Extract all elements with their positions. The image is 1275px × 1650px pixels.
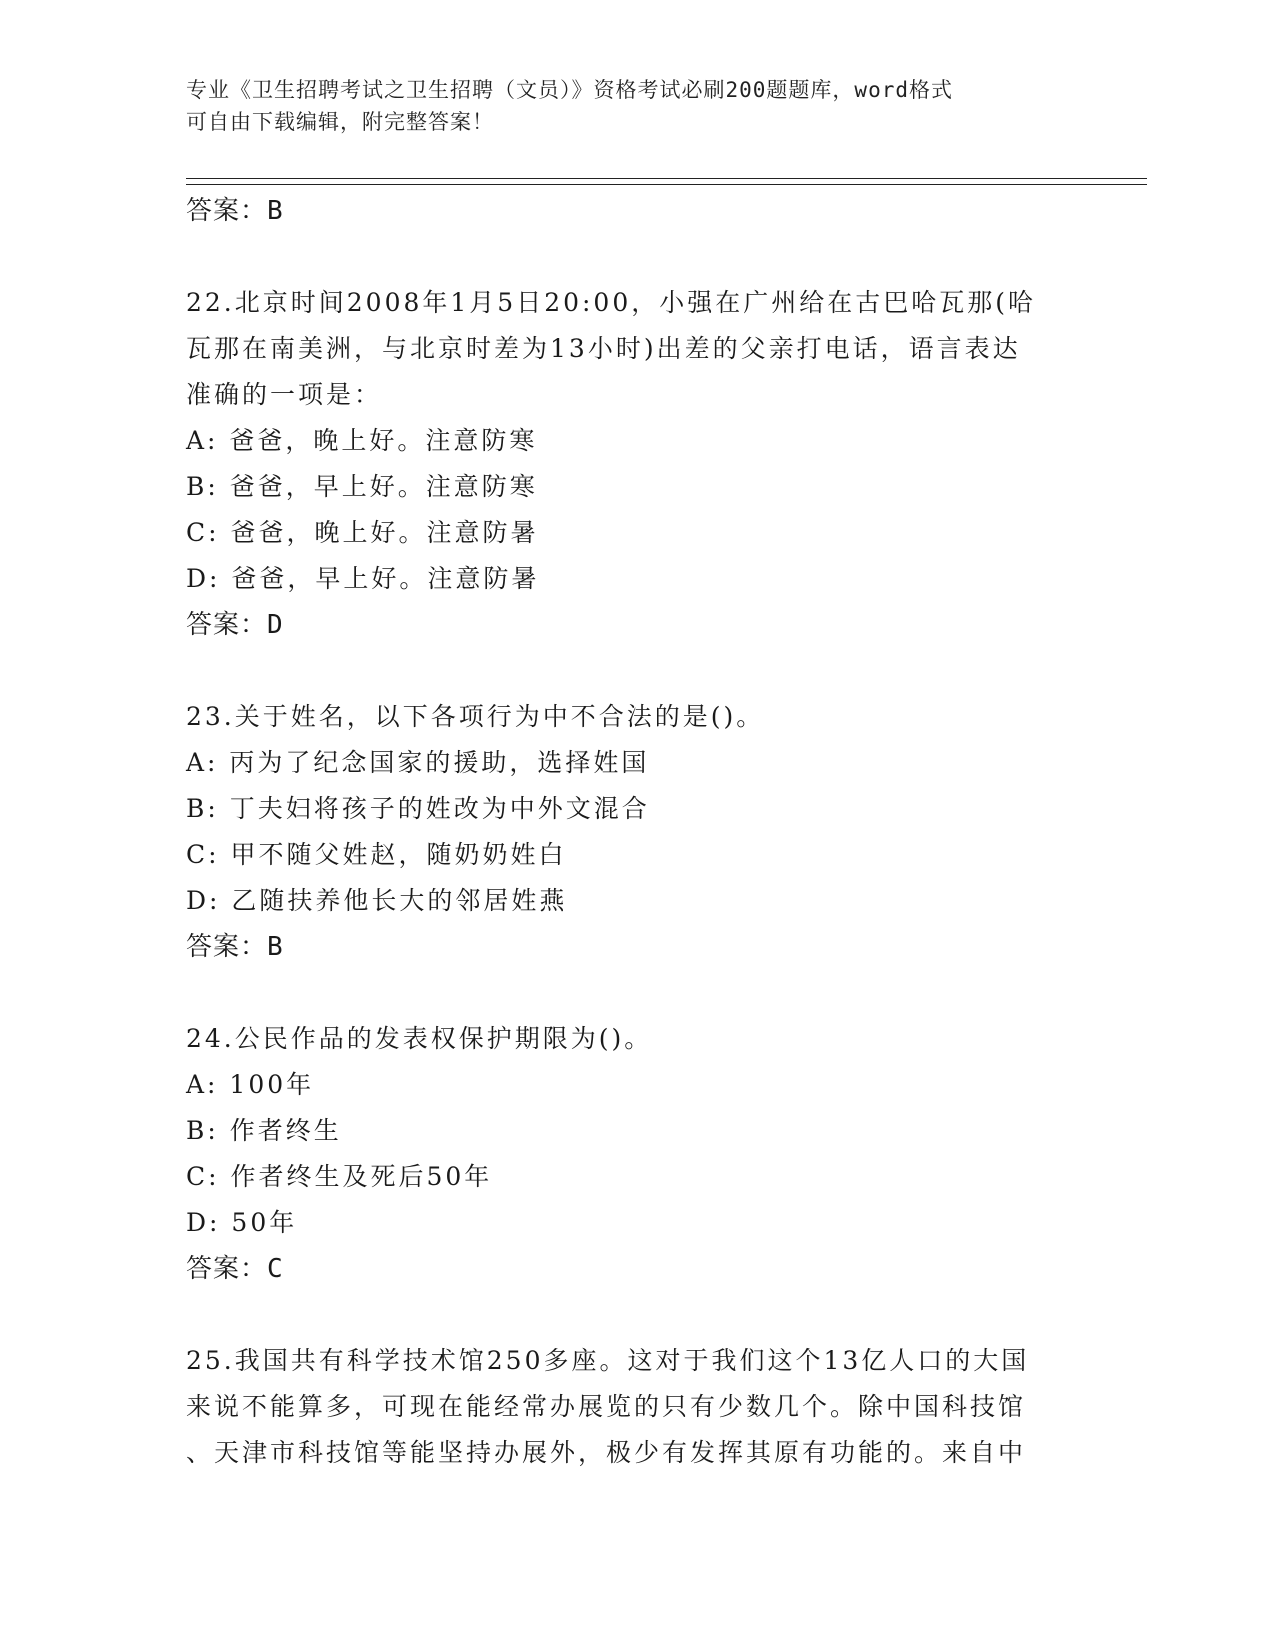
question-22 (186, 280, 1086, 648)
question-stem-line: 25.我国共有科学技术馆250多座。这对于我们这个13亿人口的大国 (186, 1346, 1030, 1375)
answer-line: 答案：C (186, 1254, 284, 1284)
option-d: D: 爸爸，早上好。注意防暑 (186, 564, 540, 593)
question-23 (186, 694, 1086, 970)
header-title-line-1: 专业《卫生招聘考试之卫生招聘（文员）》资格考试必刷200题题库，word格式 (186, 78, 953, 102)
answer-line: 答案：D (186, 610, 284, 640)
previous-answer: 答案：B (186, 196, 284, 226)
option-a: A: 爸爸，晚上好。注意防寒 (186, 426, 538, 455)
question-stem-line: 22.北京时间2008年1月5日20:00，小强在广州给在古巴哈瓦那(哈 (186, 288, 1036, 317)
option-c: C: 爸爸，晚上好。注意防暑 (186, 518, 539, 547)
question-stem-line: 准确的一项是： (186, 380, 383, 409)
header-title-line-2: 可自由下载编辑，附完整答案！ (186, 110, 494, 134)
option-a: A: 丙为了纪念国家的援助，选择姓国 (186, 748, 650, 777)
option-b: B: 丁夫妇将孩子的姓改为中外文混合 (186, 794, 650, 823)
option-c: C: 甲不随父姓赵，随奶奶姓白 (186, 840, 567, 869)
option-a: A: 100年 (186, 1070, 315, 1099)
question-stem-line: 瓦那在南美洲，与北京时差为13小时)出差的父亲打电话，语言表达 (186, 334, 1021, 363)
option-c: C: 作者终生及死后50年 (186, 1162, 493, 1191)
header-double-rule (186, 178, 1147, 185)
question-content (186, 188, 1086, 1476)
question-stem-line: 23.关于姓名，以下各项行为中不合法的是()。 (186, 702, 765, 731)
option-b: B: 作者终生 (186, 1116, 342, 1145)
option-b: B: 爸爸，早上好。注意防寒 (186, 472, 538, 501)
option-d: D: 50年 (186, 1208, 298, 1237)
question-stem-line: 来说不能算多，可现在能经常办展览的只有少数几个。除中国科技馆 (186, 1392, 1027, 1421)
question-24 (186, 1016, 1086, 1292)
answer-line: 答案：B (186, 932, 284, 962)
question-stem-line: 、天津市科技馆等能坚持办展外，极少有发挥其原有功能的。来自中 (186, 1438, 1027, 1467)
option-d: D: 乙随扶养他长大的邻居姓燕 (186, 886, 568, 915)
question-25 (186, 1338, 1086, 1476)
page-header (186, 74, 1066, 138)
question-stem-line: 24.公民作品的发表权保护期限为()。 (186, 1024, 653, 1053)
